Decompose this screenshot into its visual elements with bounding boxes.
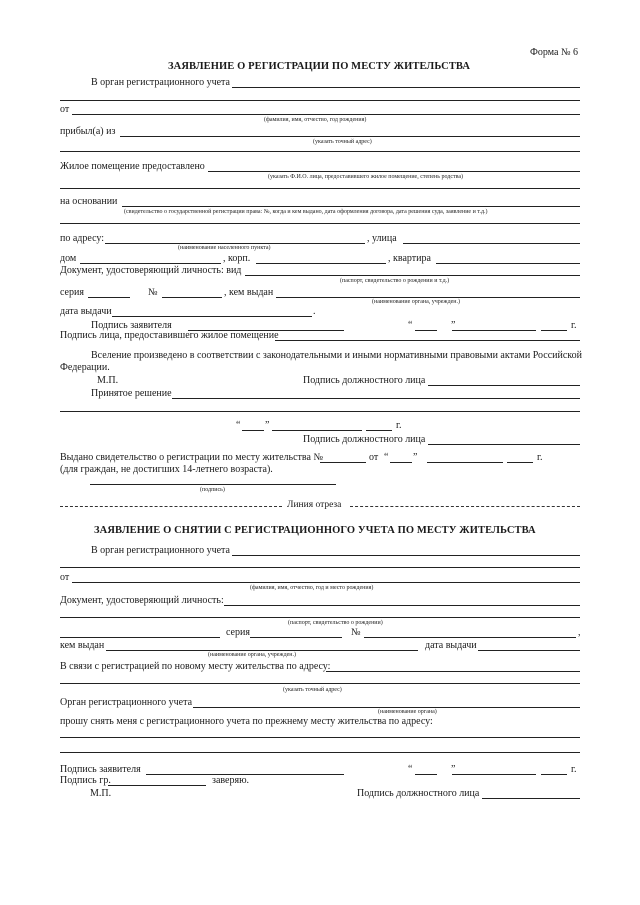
cert-day-field[interactable]	[390, 462, 412, 463]
cert-quote-close: ”	[413, 452, 418, 463]
s2-issue-date-field[interactable]	[478, 650, 580, 651]
issue-date-label: дата выдачи	[60, 306, 112, 317]
s2-number-label: №	[351, 627, 361, 638]
s2-official-signature-field[interactable]	[482, 798, 580, 799]
applicant-name-field[interactable]	[72, 114, 580, 115]
from-hint: (фамилия, имя, отчество, год рождения)	[264, 117, 367, 123]
house-field[interactable]	[80, 263, 221, 264]
parent-signature-field[interactable]	[90, 484, 336, 485]
s2-certify-label: заверяю.	[212, 775, 250, 786]
id-doc-hint: (паспорт, свидетельство о рождении и т.д.)	[340, 278, 450, 284]
decision-year-label: г.	[396, 420, 402, 431]
s2-citizen-name-field[interactable]	[108, 785, 206, 786]
stamp-label: М.П.	[97, 375, 119, 386]
cert-year-field[interactable]	[507, 462, 533, 463]
issued-by-field[interactable]	[276, 297, 580, 298]
s2-quote-close: ”	[451, 764, 456, 775]
s2-new-address-field[interactable]	[326, 671, 580, 672]
s2-issued-by-label: кем выдан	[60, 640, 105, 651]
basis-hint: (свидетельство о государственной регистрации права: №, когда и кем выдано, дата оформления договора, дата решения суда, заявление и т.д.)	[124, 209, 488, 215]
s2-applicant-signature-label: Подпись заявителя	[60, 764, 141, 775]
housing-label: Жилое помещение предоставлено	[60, 161, 205, 172]
apartment-field[interactable]	[436, 263, 580, 264]
series-field[interactable]	[88, 297, 130, 298]
s2-id-doc-field-line3[interactable]	[60, 637, 220, 638]
s2-address-hint: (указать точный адрес)	[283, 687, 342, 693]
organ-hint: (наименование органа, учрежден.)	[372, 299, 461, 305]
s2-issue-date-label: дата выдачи	[425, 640, 477, 651]
housing-hint: (указать Ф.И.О. лица, предоставившего жилое помещение, степень родства)	[268, 174, 464, 180]
s2-month-field[interactable]	[452, 774, 536, 775]
s2-official-signature-label: Подпись должностного лица	[357, 788, 480, 799]
cert-year-label: г.	[537, 452, 543, 463]
s2-new-address-field-line2[interactable]	[60, 683, 580, 684]
decision-month-field[interactable]	[272, 430, 362, 431]
street-field[interactable]	[403, 243, 580, 244]
cert-month-field[interactable]	[427, 462, 503, 463]
s2-from-hint: (фамилия, имя, отчество, год и место рождения)	[250, 585, 374, 591]
s2-request-text: прошу снять меня с регистрационного учета по прежнему месту жительства по адресу:	[60, 716, 433, 727]
series-label: серия	[60, 287, 84, 298]
apartment-label: , квартира	[388, 253, 431, 264]
s2-id-doc-hint: (паспорт, свидетельство о рождении)	[288, 620, 383, 626]
s2-from-label: от	[60, 572, 70, 583]
decision-year-field[interactable]	[366, 430, 392, 431]
previous-address-field[interactable]	[120, 136, 580, 137]
s2-year-field[interactable]	[541, 774, 567, 775]
minors-note: (для граждан, не достигших 14-летнего возраста).	[60, 464, 273, 475]
s2-id-doc-field[interactable]	[224, 605, 580, 606]
s2-reg-organ-label: Орган регистрационного учета	[60, 697, 193, 708]
s2-number-comma: ,	[578, 627, 581, 638]
sign-year-label: г.	[571, 320, 577, 331]
street-label: , улица	[367, 233, 397, 244]
s2-year-label: г.	[571, 764, 577, 775]
to-organ-label: В орган регистрационного учета	[91, 77, 230, 88]
moving-in-text-2: Федерации.	[60, 362, 110, 373]
signature-hint: (подпись)	[200, 487, 225, 493]
housing-provider-field[interactable]	[208, 171, 580, 172]
official-signature-label-2: Подпись должностного лица	[303, 434, 426, 445]
building-field[interactable]	[256, 263, 386, 264]
certificate-number-field[interactable]	[320, 462, 366, 463]
issued-by-label: , кем выдан	[224, 287, 274, 298]
date-quote-close: ”	[451, 320, 456, 331]
decision-field-line2[interactable]	[60, 411, 580, 412]
s2-old-address-field-line2[interactable]	[60, 752, 580, 753]
section1-title: ЗАЯВЛЕНИЕ О РЕГИСТРАЦИИ ПО МЕСТУ ЖИТЕЛЬСТВА	[168, 61, 471, 72]
official-signature-field-2[interactable]	[428, 444, 580, 445]
number-field[interactable]	[162, 297, 222, 298]
applicant-signature-label: Подпись заявителя	[91, 320, 172, 331]
issue-date-end: .	[313, 306, 316, 317]
s2-organ-field-line2[interactable]	[60, 567, 580, 568]
from-label: от	[60, 104, 70, 115]
s2-new-registration-label: В связи с регистрацией по новому месту жительства по адресу:	[60, 661, 331, 672]
id-doc-type-field[interactable]	[245, 275, 580, 276]
sign-month-field[interactable]	[452, 330, 536, 331]
house-label: дом	[60, 253, 77, 264]
cut-line-label: Линия отреза	[287, 500, 342, 510]
building-label: , корп.	[223, 253, 251, 264]
s2-day-field[interactable]	[415, 774, 437, 775]
s2-organ-hint: (наименование органа, учрежден.)	[208, 652, 297, 658]
section2-title: ЗАЯВЛЕНИЕ О СНЯТИИ С РЕГИСТРАЦИОННОГО УЧЕТА ПО МЕСТУ ЖИТЕЛЬСТВА	[94, 525, 536, 536]
number-label: №	[148, 287, 158, 298]
basis-field[interactable]	[122, 206, 580, 207]
cert-quote-open: “	[384, 452, 389, 463]
locality-field[interactable]	[105, 243, 365, 244]
decision-day-field[interactable]	[242, 430, 264, 431]
cut-line-right	[350, 506, 580, 507]
decision-quote-open: “	[236, 420, 241, 431]
previous-address-field-line2[interactable]	[60, 151, 580, 152]
issue-date-field[interactable]	[112, 316, 312, 317]
official-signature-label: Подпись должностного лица	[303, 375, 426, 386]
decision-quote-close: ”	[265, 420, 270, 431]
basis-label: на основании	[60, 196, 118, 207]
certificate-from-label: от	[369, 452, 379, 463]
housing-provider-field-line2[interactable]	[60, 188, 580, 189]
decision-field[interactable]	[172, 398, 580, 399]
organ-field-line2[interactable]	[60, 100, 580, 101]
cut-line-left	[60, 506, 282, 507]
s2-series-field[interactable]	[250, 637, 342, 638]
certificate-label: Выдано свидетельство о регистрации по месту жительства №	[60, 452, 323, 463]
locality-hint: (наименование населенного пункта)	[178, 245, 271, 251]
at-address-label: по адресу:	[60, 233, 105, 244]
arrived-from-hint: (указать точный адрес)	[313, 139, 372, 145]
s2-reg-organ-hint: (наименование органа)	[378, 709, 437, 715]
official-signature-field[interactable]	[428, 385, 580, 386]
moving-in-text-1: Вселение произведено в соответствии с законодательными и иными нормативными правовыми актами Российской	[91, 350, 582, 361]
s2-stamp-label: М.П.	[90, 788, 112, 799]
provider-signature-label: Подпись лица, предоставившего жилое помещение	[60, 330, 279, 341]
id-doc-label: Документ, удостоверяющий личность: вид	[60, 265, 242, 276]
form-number: Форма № 6	[530, 47, 578, 58]
s2-issued-by-field[interactable]	[106, 650, 418, 651]
s2-to-organ-label: В орган регистрационного учета	[91, 545, 230, 556]
decision-label: Принятое решение	[91, 388, 172, 399]
provider-signature-field[interactable]	[275, 340, 580, 341]
s2-series-label: серия	[226, 627, 250, 638]
arrived-from-label: прибыл(а) из	[60, 126, 116, 137]
sign-year-field[interactable]	[541, 330, 567, 331]
organ-field[interactable]	[232, 87, 580, 88]
s2-reg-organ-field[interactable]	[193, 707, 580, 708]
s2-applicant-name-field[interactable]	[72, 582, 580, 583]
sign-day-field[interactable]	[415, 330, 437, 331]
date-quote-open: “	[408, 320, 413, 331]
s2-quote-open: “	[408, 764, 413, 775]
s2-id-doc-field-line2[interactable]	[60, 617, 580, 618]
s2-citizen-signature-label: Подпись гр.	[60, 775, 111, 786]
basis-field-line2[interactable]	[60, 223, 580, 224]
s2-old-address-field[interactable]	[60, 737, 580, 738]
s2-number-field[interactable]	[364, 637, 576, 638]
s2-organ-field[interactable]	[232, 555, 580, 556]
s2-id-doc-label: Документ, удостоверяющий личность:	[60, 595, 224, 606]
